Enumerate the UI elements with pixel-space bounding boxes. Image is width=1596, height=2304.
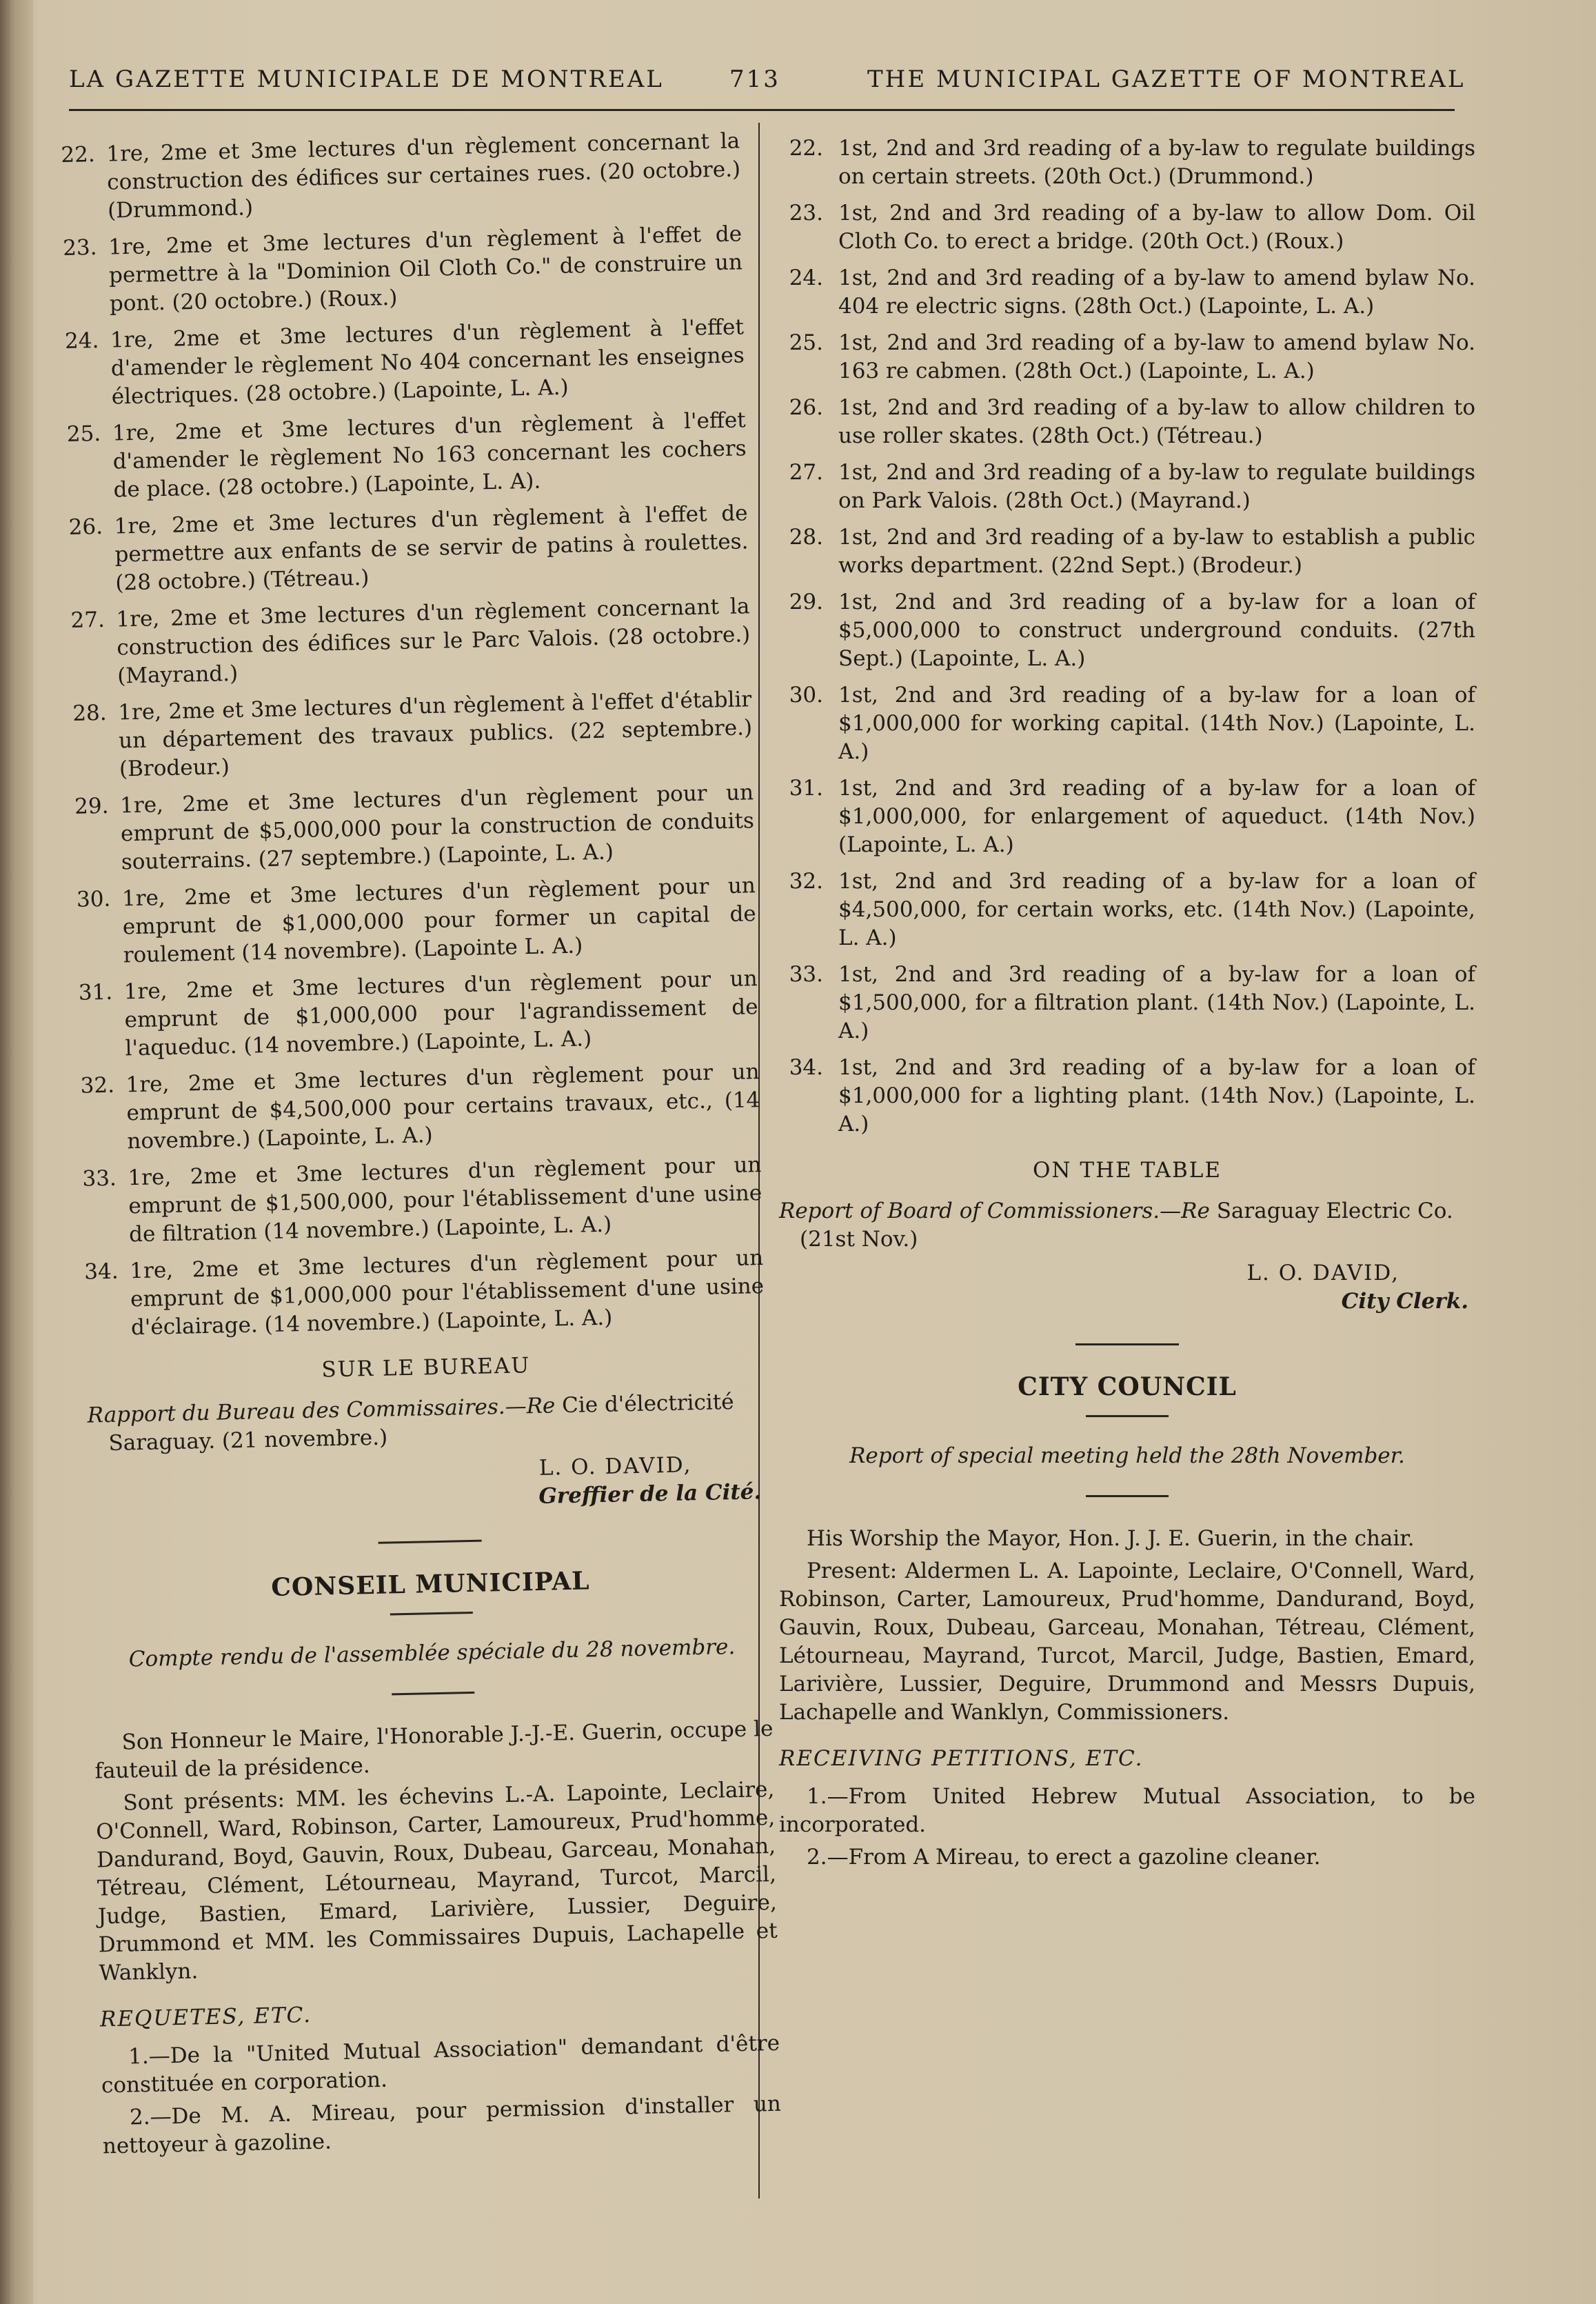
bylaw-entry xyxy=(779,199,1475,256)
bylaw-entry-number: 30. xyxy=(76,886,111,912)
french-petition-2: 2.—De M. A. Mireau, pour permission d'installer un nettoyeur à gazoline. xyxy=(102,2091,782,2159)
bylaw-entry-number: 27. xyxy=(70,607,105,633)
bylaw-entry-number: 26. xyxy=(789,395,823,420)
bylaw-entry-number: 23. xyxy=(62,234,97,261)
bylaw-entry-text: 1st, 2nd and 3rd reading of a by-law to allow children to use roller skates. (28th Oct.) (Tétreau.) xyxy=(838,395,1475,448)
bylaw-entry-text: 1re, 2me et 3me lectures d'un règlement pour un emprunt de $1,000,000 pour l'établissement d'une usine d'éclairage. (14 novembre.) (Lapointe, L. A.) xyxy=(129,1245,765,1341)
bylaw-entry-number: 32. xyxy=(80,1072,115,1099)
bylaw-entry-text: 1re, 2me et 3me lectures d'un règlement à l'effet de permettre à la "Dominion Oil Cloth Co." de construire un pont. (20 octobre.) (Roux.) xyxy=(108,221,743,317)
english-signature-title: City Clerk. xyxy=(1341,1289,1468,1314)
english-report-italic: Report of Board of Commissioners.—Re xyxy=(779,1199,1210,1223)
bylaw-entry-number: 22. xyxy=(61,141,96,168)
bylaw-entry-number: 34. xyxy=(789,1055,823,1080)
french-meeting-line: Compte rendu de l'assemblée spéciale du 28 novembre. xyxy=(128,1634,736,1672)
english-meeting-line: Report of special meeting held the 28th November. xyxy=(849,1443,1405,1468)
bylaw-entry-number: 34. xyxy=(83,1259,119,1285)
bylaw-entry-text: 1re, 2me et 3me lectures d'un règlement pour un emprunt de $1,000,000 pour former un capital de roulement (14 novembre). (Lapointe L. A.) xyxy=(121,873,757,968)
bylaw-entry xyxy=(70,592,751,692)
bylaw-entry-text: 1st, 2nd and 3rd reading of a by-law for a loan of $1,500,000, for a filtration plant. (14th Nov.) (Lapointe, L. A.) xyxy=(838,962,1475,1043)
page-number: 713 xyxy=(729,66,780,93)
bylaw-entry-number: 33. xyxy=(82,1165,117,1192)
bylaw-entry-text: 1re, 2me et 3me lectures d'un règlement à l'effet d'établir un département des travaux publics. (22 septembre.) (Brodeur.) xyxy=(117,687,753,782)
bylaw-entry-number: 23. xyxy=(789,201,823,226)
bylaw-entry-number: 27. xyxy=(789,460,823,485)
bylaw-entry-text: 1st, 2nd and 3rd reading of a by-law to amend bylaw No. 404 re electric signs. (28th Oct.) (Lapointe, L. A.) xyxy=(838,266,1475,319)
bylaw-entry-text: 1st, 2nd and 3rd reading of a by-law for a loan of $1,000,000 for working capital. (14th Nov.) (Lapointe, L. A.) xyxy=(838,683,1475,764)
bylaw-entry-text: 1st, 2nd and 3rd reading of a by-law to regulate buildings on certain streets. (20th Oct.) (Drummond.) xyxy=(838,136,1475,189)
bylaw-entry-text: 1st, 2nd and 3rd reading of a by-law for a loan of $5,000,000 to construct underground conduits. (27th Sept.) (Lapointe, L. A.) xyxy=(838,590,1475,671)
french-bylaw-list xyxy=(61,127,765,1343)
bylaw-entry xyxy=(779,588,1475,673)
bylaw-entry xyxy=(779,1054,1475,1139)
bylaw-entry-number: 28. xyxy=(72,700,108,726)
bylaw-entry xyxy=(779,459,1475,515)
bylaw-entry-number: 22. xyxy=(789,136,823,161)
bylaw-entry-number: 24. xyxy=(64,328,99,354)
french-chair-paragraph: Son Honneur le Maire, l'Honorable J.-J.-E. Guerin, occupe le fauteuil de la présidence. xyxy=(94,1716,774,1784)
bylaw-entry xyxy=(80,1058,760,1157)
bylaw-entry-text: 1re, 2me et 3me lectures d'un règlement pour un emprunt de $4,500,000 pour certains travaux, etc., (14 novembre.) (Lapointe, L. A.) xyxy=(125,1059,760,1154)
french-present-paragraph: Sont présents: MM. les échevins L.-A. Lapointe, Leclaire, O'Connell, Ward, Robinson, Carter, Lamoureux, Prud'homme, Dandurand, Boyd, Gauvin, Roux, Dubeau, Garceau, Monahan, Tétreau, Clément, Létourneau, Mayrand, Turcot, Marcil, Judge, Bastien, Emard, Larivière, Lussier, Deguire, Drummond et MM. les Commissaires Dupuis, Lachapelle et Wanklyn. xyxy=(95,1776,778,1986)
bylaw-entry xyxy=(74,779,755,878)
divider-rule xyxy=(378,1540,481,1544)
french-signature: L. O. DAVID, xyxy=(538,1452,692,1481)
bylaw-entry xyxy=(72,685,753,785)
french-report-italic: Rapport du Bureau des Commissaires.—Re xyxy=(87,1393,556,1428)
bylaw-entry-text: 1re, 2me et 3me lectures d'un règlement à l'effet d'amender le règlement No 163 concernant les cochers de place. (28 octobre.) (Lapointe, L. A). xyxy=(112,408,747,503)
english-petition-2: 2.—From A Mireau, to erect a gazoline cleaner. xyxy=(807,1845,1321,1870)
bylaw-entry xyxy=(779,264,1475,321)
divider-rule xyxy=(390,1612,472,1616)
divider-rule xyxy=(1075,1343,1179,1345)
bylaw-entry xyxy=(779,681,1475,766)
bylaw-entry-number: 25. xyxy=(789,330,823,355)
bylaw-entry xyxy=(68,499,749,599)
bylaw-entry-text: 1re, 2me et 3me lectures d'un règlement pour un emprunt de $1,500,000, pour l'établissement d'une usine de filtration (14 novembre.) (Lapointe, L. A.) xyxy=(128,1152,762,1248)
french-report xyxy=(87,1388,767,1459)
bylaw-entry xyxy=(779,868,1475,952)
bylaw-entry-number: 30. xyxy=(789,683,823,708)
english-present-paragraph: Present: Aldermen L. A. Lapointe, Leclaire, O'Connell, Ward, Robinson, Carter, Lamoureux, Prud'homme, Dandurand, Boyd, Gauvin, Roux, Dubeau, Garceau, Monahan, Tétreau, Clément, Létourneau, Mayrand, Turcot, Marcil, Judge, Bastien, Emard, Larivière, Lussier, Deguire, Drummond and Messrs Dupuis, Lachapelle and Wanklyn, Commissioners. xyxy=(779,1559,1475,1725)
bylaw-entry xyxy=(779,394,1475,450)
english-table-heading: ON THE TABLE xyxy=(1033,1158,1222,1183)
bylaw-entry-number: 29. xyxy=(789,590,823,614)
english-council-title: CITY COUNCIL xyxy=(1018,1372,1237,1401)
english-chair-paragraph: His Worship the Mayor, Hon. J. J. E. Guerin, in the chair. xyxy=(807,1526,1415,1551)
divider-rule xyxy=(1086,1415,1169,1417)
french-column xyxy=(61,127,782,2165)
bylaw-entry-number: 25. xyxy=(66,421,101,447)
divider-rule xyxy=(392,1692,474,1696)
french-council-title: CONSEIL MUNICIPAL xyxy=(270,1566,590,1603)
header-rule xyxy=(69,109,1455,111)
french-petition-1: 1.—De la "United Mutual Association" demandant d'être constituée en corporation. xyxy=(101,2030,780,2098)
english-report-plain: Saraguay Electric Co. (21st Nov.) xyxy=(800,1199,1453,1252)
french-petitions-heading: REQUETES, ETC. xyxy=(99,2002,312,2032)
bylaw-entry-text: 1st, 2nd and 3rd reading of a by-law for a loan of $4,500,000, for certain works, etc. (14th Nov.) (Lapointe, L. A.) xyxy=(838,869,1475,950)
bylaw-entry xyxy=(779,774,1475,859)
divider-rule xyxy=(1086,1495,1169,1497)
bylaw-entry xyxy=(63,220,743,319)
bylaw-entry-text: 1st, 2nd and 3rd reading of a by-law to amend bylaw No. 163 re cabmen. (28th Oct.) (Lapointe, L. A.) xyxy=(838,330,1475,383)
bylaw-entry xyxy=(66,406,747,505)
english-report xyxy=(779,1197,1475,1254)
english-petition-1: 1.—From United Hebrew Mutual Association, to be incorporated. xyxy=(779,1784,1475,1837)
bylaw-entry-number: 29. xyxy=(74,793,109,819)
bylaw-entry xyxy=(78,965,758,1064)
bylaw-entry xyxy=(65,313,745,412)
bylaw-entry-number: 28. xyxy=(789,525,823,550)
bylaw-entry-text: 1st, 2nd and 3rd reading of a by-law to allow Dom. Oil Cloth Co. to erect a bridge. (20th Oct.) (Roux.) xyxy=(838,201,1475,254)
bylaw-entry-text: 1re, 2me et 3me lectures d'un règlement à l'effet de permettre aux enfants de se servir de patins à roulettes. (28 octobre.) (Tétreau.) xyxy=(114,501,749,596)
header-title-french: LA GAZETTE MUNICIPALE DE MONTREAL xyxy=(69,66,664,93)
bylaw-entry-number: 32. xyxy=(789,869,823,894)
bylaw-entry-text: 1re, 2me et 3me lectures d'un règlement pour un emprunt de $1,000,000 pour l'agrandissement de l'aqueduc. (14 novembre.) (Lapointe, L. A.) xyxy=(123,966,758,1061)
bylaw-entry-number: 31. xyxy=(78,979,113,1005)
bylaw-entry-text: 1st, 2nd and 3rd reading of a by-law for a loan of $1,000,000 for a lighting plant. (14th Nov.) (Lapointe, L. A.) xyxy=(838,1055,1475,1136)
english-petitions-heading: RECEIVING PETITIONS, ETC. xyxy=(779,1746,1144,1771)
binding-spine xyxy=(0,0,33,2304)
bylaw-entry-number: 26. xyxy=(68,514,103,540)
bylaw-entry xyxy=(77,872,757,971)
bylaw-entry xyxy=(82,1151,762,1250)
bylaw-entry xyxy=(84,1244,765,1343)
english-signature: L. O. DAVID, xyxy=(1246,1261,1400,1285)
bylaw-entry-number: 24. xyxy=(789,266,823,290)
bylaw-entry-text: 1st, 2nd and 3rd reading of a by-law to establish a public works department. (22nd Sept.) (Brodeur.) xyxy=(838,525,1475,578)
bylaw-entry-text: 1st, 2nd and 3rd reading of a by-law to regulate buildings on Park Valois. (28th Oct.) (Mayrand.) xyxy=(838,460,1475,513)
bylaw-entry xyxy=(779,961,1475,1045)
bylaw-entry xyxy=(779,523,1475,580)
bylaw-entry-number: 31. xyxy=(789,776,823,801)
bylaw-entry-text: 1re, 2me et 3me lectures d'un règlement concernant la construction des édifices sur le Parc Valois. (28 octobre.) (Mayrand.) xyxy=(116,594,751,689)
french-signature-title: Greffier de la Cité. xyxy=(538,1479,762,1509)
bylaw-entry xyxy=(779,329,1475,385)
english-bylaw-list xyxy=(779,134,1475,1139)
french-report-plain: Cie d'électricité Saraguay. (21 novembre.) xyxy=(108,1389,734,1456)
bylaw-entry-text: 1re, 2me et 3me lectures d'un règlement à l'effet d'amender le règlement No 404 concernant les enseignes électriques. (28 octobre.) (Lapointe, L. A.) xyxy=(110,314,745,410)
bylaw-entry-text: 1re, 2me et 3me lectures d'un règlement concernant la construction des édifices sur certaines rues. (20 octobre.) (Drummond.) xyxy=(106,128,741,223)
bylaw-entry-number: 33. xyxy=(789,962,823,987)
french-table-heading: SUR LE BUREAU xyxy=(321,1353,531,1383)
english-column xyxy=(779,134,1475,1876)
bylaw-entry-text: 1st, 2nd and 3rd reading of a by-law for a loan of $1,000,000, for enlargement of aqueduct. (14th Nov.) (Lapointe, L. A.) xyxy=(838,776,1475,857)
header-title-english: THE MUNICIPAL GAZETTE OF MONTREAL xyxy=(867,66,1466,93)
bylaw-entry xyxy=(61,127,741,226)
bylaw-entry-text: 1re, 2me et 3me lectures d'un règlement pour un emprunt de $5,000,000 pour la construction de conduits souterrains. (27 septembre.) (Lapointe, L. A.) xyxy=(119,780,755,875)
bylaw-entry xyxy=(779,134,1475,191)
